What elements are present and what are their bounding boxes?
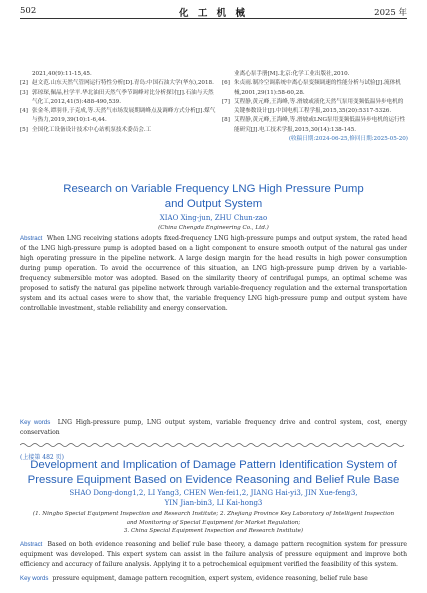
article1-keywords: [20, 418, 407, 438]
reference-item: [7] 艾程静,黄元峰,王海峰,等.滑坡或液化天然气泵用变频低温异步电机的关键参数设计[J].中国电机工程学报,2015,35(20):5317-5326.: [222, 98, 404, 115]
header-rule: [20, 18, 407, 19]
continued-from: (上接第 482 页): [20, 454, 64, 461]
article2-authors-line1: SHAO Dong-dong1,2, LI Yang3, CHEN Wen-fei1,2, JIANG Hai-yi3, JIN Xue-feng3,: [69, 489, 358, 497]
reference-item: [8] 艾程静,黄元峰,王海峰,等.滑坡或LNG泵用变频低温异步电机的运行性能研究[J].电工技术学报,2015,30(14):138-145.: [222, 117, 406, 133]
article1-abstract: [20, 234, 407, 314]
year: 2025 年: [374, 8, 407, 18]
article1-affiliation: (China Chengda Engineering Co., Ltd.): [158, 225, 269, 231]
article1-title-line2: and Output System: [164, 197, 263, 210]
keywords-label: Key words: [20, 575, 49, 582]
article1-title: [0, 182, 427, 211]
reference-item: [4] 张金冬,谭羽非,于克成,等.天然气市场发展期调峰点及调峰方式分析[J].煤气与热力,2019,39(10):1-6,44.: [20, 108, 216, 124]
references-left: [20, 70, 216, 135]
article1-authors: XIAO Xing-jun, ZHU Chun-zao: [159, 214, 268, 222]
reference-item: [5] 全国化工设备设计技术中心站机泵技术委员会.工: [20, 126, 152, 133]
article2-title-line1: Development and Implication of Damage Pattern Identification System of: [30, 459, 397, 471]
keywords-text: LNG High-pressure pump, LNG output system, variable frequency drive and control system, cost, energy conservation: [20, 419, 407, 436]
abstract-text: Based on both evidence reasoning and belief rule base theory, a damage pattern recognition system for pressure equipment was developed. This expert system can assist in the failure analysis of pressure equipment and improve both efficiency and accuracy of failure analysis. Applying it to a petrochemical equipment verified the feasibility of this system.: [20, 541, 408, 568]
keywords-label: Key words: [20, 419, 51, 426]
abstract-text: When LNG receiving stations adopts fixed-frequency LNG high-pressure pumps and output system, the rated head of the LNG high-pressure pump is adopted based on a light component to ensure smooth output of the natural gas under high operating pressure in the pipeline network. A large design margin for the head results in high power consumption during pump operation. To avoid the occurrence of this situation, an LNG high-pressure pump driven by a variable-frequency submersible motor was adopted. Based on the similarity theory of centrifugal pumps, an optimal scheme was proposed to satisfy the natural gas pipeline network through variable-frequency regulation and the external transportation system and its actual cases were to show that, the variable frequency LNG high-pressure pump and output system have controllable investment, stable reliability and energy conservation.: [20, 235, 407, 312]
keywords-text: pressure equipment, damage pattern recognition, expert system, evidence reasoning, belief rule base: [52, 575, 368, 582]
reference-item: [2] 赵文范.山东天然气管网运行特性分析[D].青岛:中国石油大学(华东),2018.: [20, 80, 214, 87]
article2-authors-line2: YIN Jian-bin3, LI Kai-hong3: [164, 499, 263, 507]
reference-item: [3] 郭琼琛,佩晶,杜学平.华北油田天然气季节调峰对比分析探讨[J].石油与天然气化工,2012,41(5):488-490,539.: [20, 89, 214, 105]
reference-item: [6] 朱贞雨.制冷空调系统中离心泵变频调速的性能分析与试验[J].流体机械,2001,29(11):58-60,28.: [222, 80, 401, 96]
received-dates: (收稿日期:2024-06-25,修回日期:2025-05-20): [288, 136, 408, 143]
references-right: [222, 70, 408, 144]
reference-item: 业离心泵手册[M].北京:化学工业出版社,2010.: [234, 71, 350, 77]
article2-title-line2: Pressure Equipment Based on Evidence Reasoning and Belief Rule Base: [27, 473, 400, 486]
abstract-label: Abstract: [20, 235, 43, 242]
reference-item: 2021,40(9):11-15,45.: [32, 71, 92, 77]
article1-title-line1: Research on Variable Frequency LNG High Pressure Pump: [63, 183, 364, 195]
page-number: 502: [20, 6, 37, 16]
journal-name: 化 工 机 械: [179, 8, 248, 19]
article2-abstract: [20, 540, 407, 570]
wavy-separator: [20, 442, 407, 448]
article2-title: [0, 458, 427, 487]
abstract-label: Abstract: [20, 541, 43, 548]
page-header: [0, 0, 427, 22]
article2-affiliation: (1. Ningbo Special Equipment Inspection and Research Institute; 2. Zhejiang Province Key Laboratory of Intelligent Inspection and Monitoring of Special Equipment for Market Regulation; 3. China Special Equipment Inspection and Research Institute): [32, 511, 395, 535]
article2-keywords: [20, 574, 407, 584]
